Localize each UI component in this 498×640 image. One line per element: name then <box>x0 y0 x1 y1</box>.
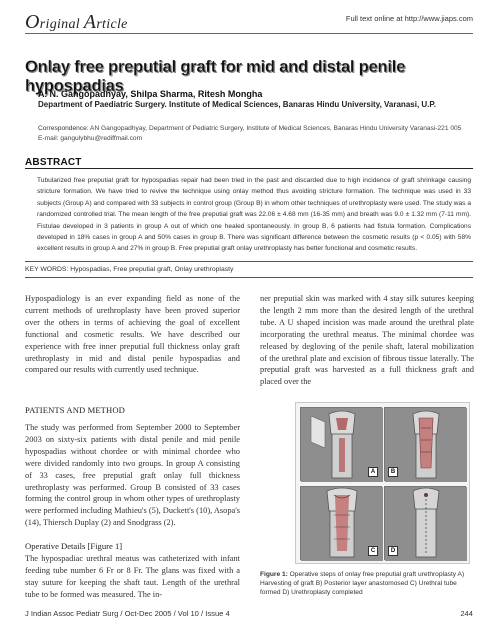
panel-b-tag: B <box>388 467 398 477</box>
section-label-cap-o: O <box>25 11 40 33</box>
panel-c-tag: C <box>368 546 378 556</box>
correspondence-label: Correspondence: <box>38 125 89 132</box>
keywords-top-divider <box>25 261 473 262</box>
section-label-rest-2: rticle <box>96 17 128 32</box>
online-link-text[interactable]: Full text online at http://www.jiaps.com <box>345 14 473 23</box>
operative-paragraph: The hypospadiac urethral meatus was catheterized with infant feeding tube number 6 Fr or 8 Fr. The glans was fixed with a stay suture for keeping the shaft taut. Length of the urethral tube to be formed was measured. The in- <box>25 554 240 599</box>
article-title: Onlay free preputial graft for mid and distal penile hypospadias <box>25 58 406 95</box>
footer-page-number: 244 <box>460 609 473 618</box>
patients-paragraph: The study was performed from September 2000 to September 2003 on sixty-six patients with distal penile and mid penile hypospadias without chordee or with minimal chordee who were divided randomly into two groups. In group A consisting of 33 cases, free preputial graft onlay full thickness urethroplasty was performed. Group B consisted of 33 cases forming the control group in whom other types of urethroplasty were performed including Mathieu's (5), Duckett's (10), Asopa's (14), Thiersch Duplay (2) and Snodgrass (2). <box>25 423 241 528</box>
figure-panel-c <box>300 486 382 560</box>
keywords: KEY WORDS: Hypospadias, Free preputial graft, Onlay urethroplasty <box>25 266 234 273</box>
article-affiliation: Department of Paediatric Surgery. Institute of Medical Sciences, Banaras Hindu University, Varanasi, U.P. <box>38 100 436 109</box>
figure-panel-d <box>384 486 466 560</box>
section-label <box>25 11 128 34</box>
figure-caption-text: Operative steps of onlay free preputial graft urethroplasty A) Harvesting of graft B) Posterior layer anastomosed C) Urethral tube formed D) Urethroplasty completed <box>260 571 465 596</box>
figure-panel-a <box>300 407 382 481</box>
correspondence-text: AN Gangopadhyay, Department of Pediatric Surgery, Institute of Medical Sciences, Banaras Hindu University Varanasi-221 005 E-mail: gangulybhu@rediffmail.com <box>38 125 462 142</box>
section-label-rest-1: riginal <box>39 17 84 32</box>
panel-a-tag: A <box>368 467 378 477</box>
intro-paragraph: Hypospadiology is an ever expanding field as none of the current methods of urethroplasty have been proved superior over the others in terms of achieving the goal of excellent functional and cosmetic results. We have described our experience with free inner preputial full thickness onlay graft urethroplasty in mid and distal penile hypospadias and compared our results with currently used technique. <box>25 294 240 375</box>
operative-heading: Operative Details [Figure 1] <box>25 541 123 551</box>
keywords-bottom-divider <box>25 277 473 278</box>
abstract-heading: ABSTRACT <box>25 157 82 168</box>
section-label-cap-a: A <box>83 11 97 33</box>
figure-1 <box>295 402 470 564</box>
footer-journal: J Indian Assoc Pediatr Surg / Oct-Dec 2005 / Vol 10 / Issue 4 <box>25 609 230 618</box>
header-divider <box>25 33 473 34</box>
panel-d-tag: D <box>388 546 398 556</box>
right-column-paragraph: ner preputial skin was marked with 4 stay silk sutures keeping the length 2 mm more than the desired length of the urethral tube. A U shaped incision was made around the urethral plate incorporating the urethral meatus. The minimal chordee was released by degloving of the penile shaft, lateral mobilization of the urethral plate and excision of fibrous tissue laterally. The preputial graft was harvested as a full thickness graft and placed over the <box>260 294 474 387</box>
patients-heading: PATIENTS AND METHOD <box>25 405 125 415</box>
figure-panel-b <box>384 407 466 481</box>
abstract-divider <box>25 168 473 169</box>
figure-caption <box>260 570 474 597</box>
figure-caption-label: Figure 1: <box>260 571 288 578</box>
correspondence-block <box>38 124 468 143</box>
abstract-text: Tubularized free preputial graft for hypospadias repair had been tried in the past and discarded due to high incidence of graft shrinkage causing stricture formation. We have tried to revive the technique using onlay method thus avoiding stricture formation. The technique was used in 33 subjects (Group A) and compared with 33 subjects in control group (Group B) in whom other techniques of urethroplasty were used. The study was a randomized controlled trial. The mean length of the free preputial graft was 22.06 ± 4.68 mm (16-35 mm) and breath was 9.0 ± 1.32 mm (7-11 mm). Fistulae developed in 3 patients in group A out of which one healed spontaneously. In group B, 6 patients had fistula formation. Complications developed in 18% cases in group A and 50% cases in group B. There was significant difference between the cosmetic results (p < 0.05) with 58% excellent results in group A and 27% in group B. Free preputial graft onlay urethroplasty has better functional and cosmetic results. <box>37 177 471 253</box>
article-authors: A. N. Gangopadhyay, Shilpa Sharma, Ritesh Mongha <box>38 89 263 99</box>
